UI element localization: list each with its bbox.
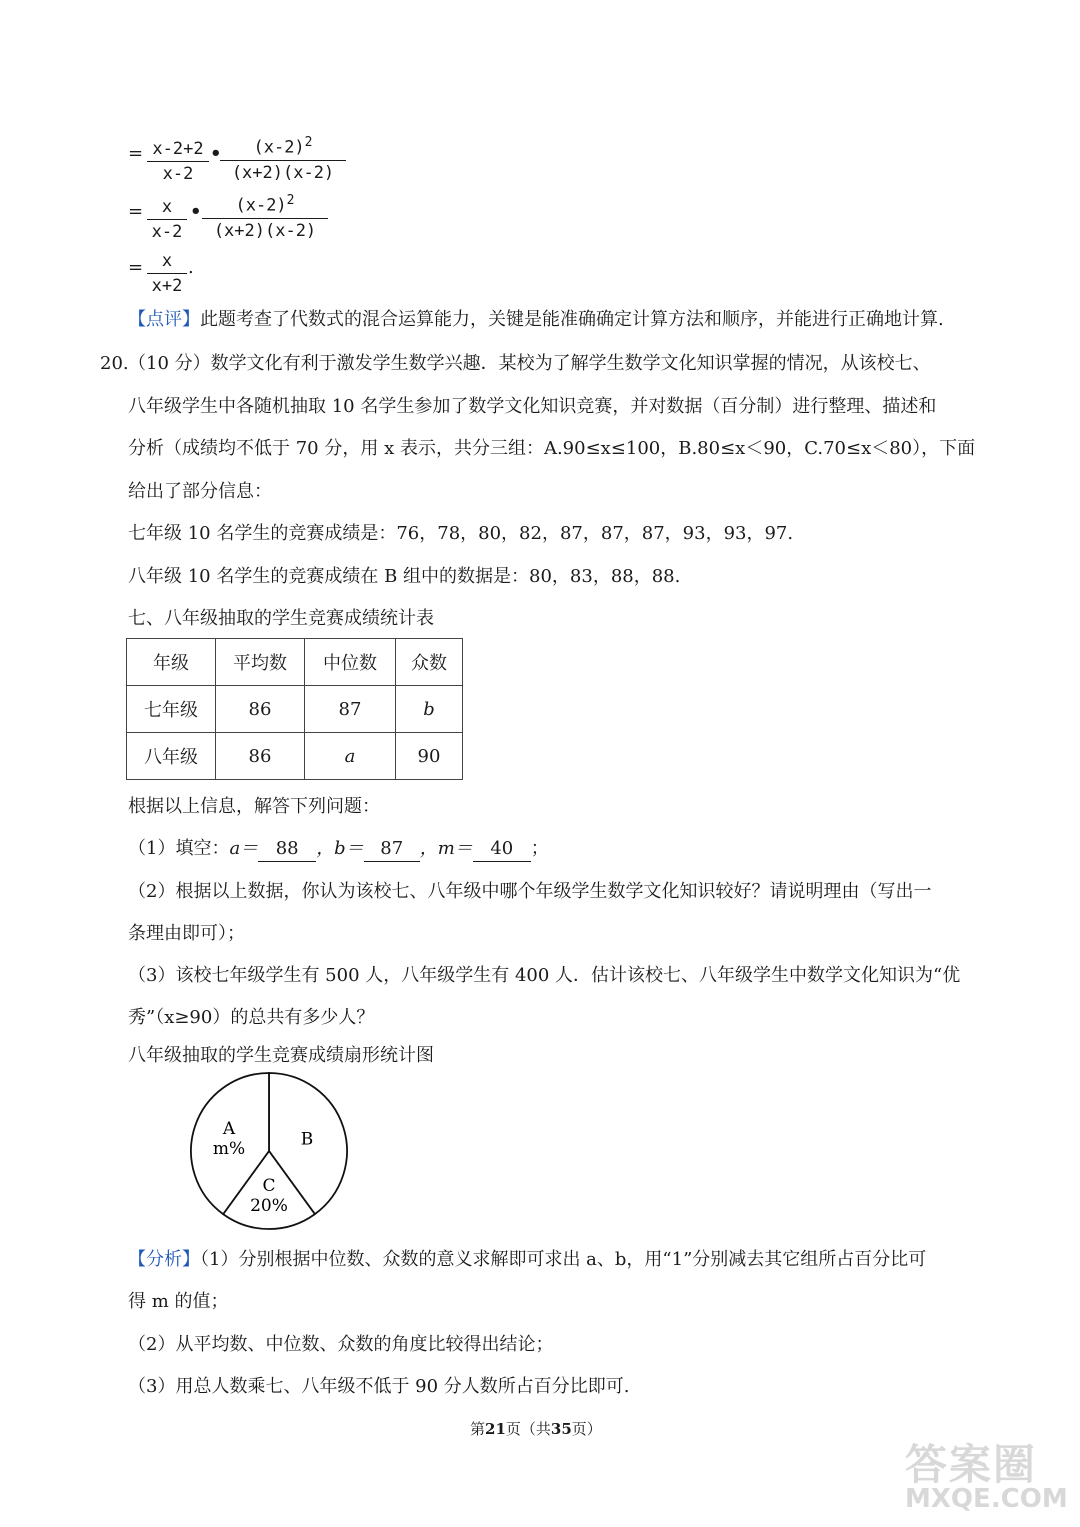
pie-label-c: C xyxy=(262,1176,276,1196)
fraction xyxy=(202,190,328,242)
pie-value-a: m% xyxy=(212,1139,246,1160)
watermark-url: MXQE.COM xyxy=(905,1484,1068,1514)
denominator: x+2 xyxy=(151,276,183,296)
part-1 xyxy=(128,837,549,862)
equals-sign: = xyxy=(128,201,144,222)
multiply-dot: • xyxy=(190,201,202,222)
grade8-group-b: 八年级 10 名学生的竞赛成绩在 B 组中的数据是：80，83，88，88. xyxy=(128,566,681,587)
table-row xyxy=(127,733,463,780)
period: . xyxy=(188,257,194,278)
question-line: 分析（成绩均不低于 70 分，用 x 表示，共分三组：A.90≤x≤100，B.80≤x＜90，C.70≤x＜80），下面 xyxy=(128,438,976,459)
part-2: （2）根据以上数据，你认为该校七、八年级中哪个年级学生数学文化知识较好？请说明理由（写出一 xyxy=(128,881,932,902)
equals-sign: = xyxy=(128,257,144,278)
page-number: 21 xyxy=(485,1420,506,1438)
watermark-logo: 答案圈 xyxy=(905,1440,1038,1489)
a-answer: 88 xyxy=(258,837,316,862)
table-cell: 86 xyxy=(216,686,305,733)
numerator: x-2+2 xyxy=(152,139,204,159)
numerator: x xyxy=(161,251,173,271)
table-row xyxy=(127,686,463,733)
table-header: 众数 xyxy=(396,639,463,686)
pie-chart xyxy=(186,1068,352,1234)
denominator: x-2 xyxy=(151,222,183,242)
fraction xyxy=(147,250,187,297)
multiply-dot: • xyxy=(210,143,222,164)
analysis-line: 得 m 的值； xyxy=(128,1291,229,1312)
b-answer: 87 xyxy=(364,837,420,862)
table-header: 年级 xyxy=(127,639,216,686)
table-cell: 90 xyxy=(396,733,463,780)
b-label: ，b＝ xyxy=(316,838,364,859)
stats-table xyxy=(126,638,463,780)
equals-sign: = xyxy=(128,143,144,164)
pie-value-c: 20% xyxy=(250,1196,288,1216)
a-label: a＝ xyxy=(229,838,259,859)
table-header-row xyxy=(127,639,463,686)
question-line: （10 分）数学文化有利于激发学生数学兴趣．某校为了解学生数学文化知识掌握的情况，从该校七、 xyxy=(128,353,931,374)
part-2-cont: 条理由即可）； xyxy=(128,923,245,944)
question-number: 20. xyxy=(100,353,129,374)
fraction xyxy=(220,132,346,184)
numerator: $(x-2)^2$ xyxy=(253,135,313,158)
pie-title: 八年级抽取的学生竞赛成绩扇形统计图 xyxy=(128,1045,434,1066)
fraction xyxy=(147,196,187,243)
part-1-label: （1）填空： xyxy=(128,838,230,859)
total-pages: 35 xyxy=(550,1420,572,1438)
denominator: x-2 xyxy=(162,164,194,184)
table-title: 七、八年级抽取的学生竞赛成绩统计表 xyxy=(128,608,434,629)
table-cell: a xyxy=(305,733,396,780)
m-answer: 40 xyxy=(473,837,531,862)
m-label: ，m＝ xyxy=(419,838,473,859)
analysis-line: （2）从平均数、中位数、众数的角度比较得出结论； xyxy=(128,1334,554,1355)
numerator: $(x-2)^2$ xyxy=(235,193,295,216)
table-cell: 七年级 xyxy=(127,686,216,733)
grade7-scores: 七年级 10 名学生的竞赛成绩是：76，78，80，82，87，87，87，93，93，97. xyxy=(128,523,794,544)
comment-tag: 【点评】 xyxy=(128,309,200,330)
analysis-tag: 【分析】 xyxy=(128,1249,200,1270)
question-line: 给出了部分信息： xyxy=(128,481,272,502)
semicolon: ； xyxy=(530,838,549,859)
table-cell: b xyxy=(396,686,463,733)
table-cell: 87 xyxy=(305,686,396,733)
pie-label-b: B xyxy=(300,1129,314,1150)
part-3-cont: 秀”（x≥90）的总共有多少人？ xyxy=(128,1007,375,1028)
prompt: 根据以上信息，解答下列问题： xyxy=(128,796,380,817)
analysis-line xyxy=(128,1248,926,1272)
table-header: 平均数 xyxy=(216,639,305,686)
analysis-text: （1）分别根据中位数、众数的意义求解即可求出 a、b，用“1”分别减去其它组所占百分比可 xyxy=(200,1249,927,1270)
table-header: 中位数 xyxy=(305,639,396,686)
analysis-line: （3）用总人数乘七、八年级不低于 90 分人数所占百分比即可. xyxy=(128,1376,630,1397)
pie-label-a: A xyxy=(222,1119,236,1140)
table-cell: 八年级 xyxy=(127,733,216,780)
denominator: (x+2)(x-2) xyxy=(231,162,335,183)
comment-paragraph xyxy=(128,308,944,332)
fraction xyxy=(147,138,209,185)
comment-text: 此题考查了代数式的混合运算能力，关键是能准确确定计算方法和顺序，并能进行正确地计算. xyxy=(200,309,944,330)
page-footer: 第21页（共35页） xyxy=(470,1420,602,1438)
question-line: 八年级学生中各随机抽取 10 名学生参加了数学文化知识竞赛，并对数据（百分制）进行整理、描述和 xyxy=(128,396,937,417)
part-3: （3）该校七年级学生有 500 人，八年级学生有 400 人．估计该校七、八年级学生中数学文化知识为“优 xyxy=(128,965,961,986)
denominator: (x+2)(x-2) xyxy=(213,220,317,241)
table-cell: 86 xyxy=(216,733,305,780)
numerator: x xyxy=(161,197,173,217)
